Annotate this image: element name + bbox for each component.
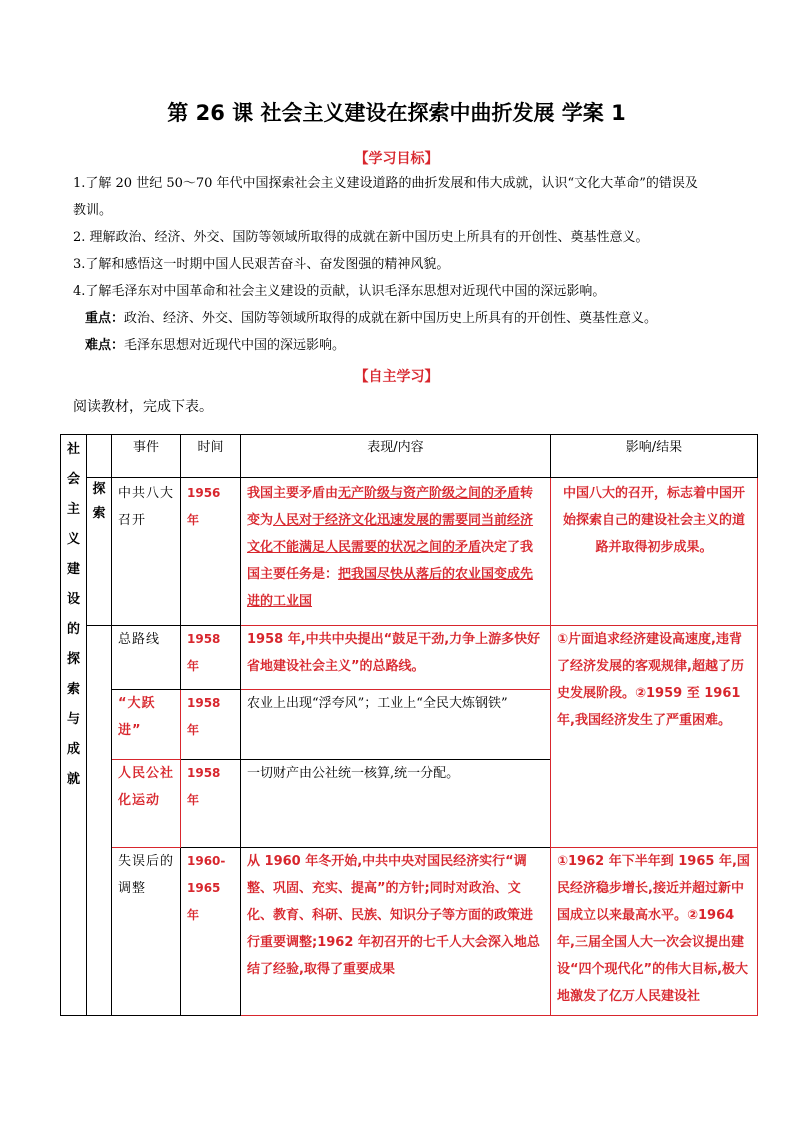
key-point-text: 政治、经济、外交、国防等领域所取得的成就在新中国历史上所具有的开创性、奠基性意义。 [124, 311, 658, 326]
result-cell: ①1962 年下半年到 1965 年,国民经济稳步增长,接近并超过新中国成立以来最高水平。②1964 年,三届全国人大一次会议提出建设“四个现代化”的伟大目标,极大地激发了亿万人民建设社 [551, 848, 758, 1016]
header-content: 表现/内容 [241, 435, 551, 478]
answer-blank: 把我国尽快从落后的农业国变成先进的工业国 [247, 567, 534, 609]
result-cell: 中国八大的召开，标志着中国开始探索自己的建设社会主义的道路并取得初步成果。 [551, 478, 758, 626]
time-cell: 1956 年 [181, 478, 241, 626]
key-point [85, 306, 745, 332]
content-cell: 1958 年,中共中央提出“鼓足干劲,力争上游多快好省地建设社会主义”的总路线。 [241, 626, 551, 690]
table-row [61, 626, 758, 690]
time-cell: 1960-1965 年 [181, 848, 241, 1016]
event-cell: 失误后的调整 [112, 848, 181, 1016]
event-cell: “大跃进” [112, 690, 181, 760]
header-blank [87, 435, 112, 478]
header-time: 时间 [181, 435, 241, 478]
inner-category-cell [87, 478, 112, 626]
table-row [61, 848, 758, 1016]
time-cell: 1958 年 [181, 690, 241, 760]
content-text: 我国主要矛盾由 [247, 486, 339, 501]
instruction-text: 阅读教材，完成下表。 [73, 399, 213, 415]
header-event: 事件 [112, 435, 181, 478]
page-title: 第 26 课 社会主义建设在探索中曲折发展 学案 1 [167, 101, 626, 125]
section-heading-self-study: 【自主学习】 [354, 369, 439, 385]
difficult-point [85, 333, 745, 359]
history-table [60, 434, 758, 1016]
time-cell: 1958 年 [181, 760, 241, 848]
time-cell: 1958 年 [181, 626, 241, 690]
event-cell: 总路线 [112, 626, 181, 690]
goal-line-1-cont: 教训。 [73, 203, 113, 218]
content-cell: 一切财产由公社统一核算,统一分配。 [241, 760, 551, 848]
answer-blank: 人民对于经济文化迅速发展的需要同当前经济文化不能满足人民需要的状况之间的矛盾 [247, 513, 534, 555]
inner-category-label: 探索 [92, 482, 106, 521]
table-header-row [61, 435, 758, 478]
key-point-label: 重点： [85, 311, 125, 326]
goal-line-1: 1.了解 20 世纪 50～70 年代中国探索社会主义建设道路的曲折发展和伟大成就，认识“文化大革命”的错误及 [73, 176, 698, 191]
inner-category-blank [87, 626, 112, 1016]
outer-category-label: 社会主义建设的探索与成就 [66, 442, 80, 787]
section-heading-goals: 【学习目标】 [354, 151, 439, 167]
outer-category-cell [61, 435, 87, 1016]
goal-line-4: 4.了解毛泽东对中国革命和社会主义建设的贡献，认识毛泽东思想对近现代中国的深远影响。 [73, 284, 606, 299]
content-cell [241, 478, 551, 626]
table-row [61, 478, 758, 626]
content-cell: 农业上出现“浮夸风”；工业上“全民大炼钢铁” [241, 690, 551, 760]
header-result: 影响/结果 [551, 435, 758, 478]
content-text: 转变为 [247, 486, 534, 528]
answer-blank: 无产阶级与资产阶级之间的矛盾 [338, 486, 521, 501]
difficult-point-text: 毛泽东思想对近现代中国的深远影响。 [124, 338, 346, 353]
event-cell: 中共八大召开 [112, 478, 181, 626]
content-text: 决定了我国主要任务是： [247, 540, 534, 582]
goal-line-2: 2. 理解政治、经济、外交、国防等领域所取得的成就在新中国历史上所具有的开创性、奠基性意义。 [73, 230, 649, 245]
content-cell: 从 1960 年冬开始,中共中央对国民经济实行“调整、巩固、充实、提高”的方针;同时对政治、文化、教育、科研、民族、知识分子等方面的政策进行重要调整;1962 年初召开的七千人大会深入地总结了经验,取得了重要成果 [241, 848, 551, 1016]
goal-line-3: 3.了解和感悟这一时期中国人民艰苦奋斗、奋发图强的精神风貌。 [73, 257, 450, 272]
difficult-point-label: 难点： [85, 338, 125, 353]
result-cell: ①片面追求经济建设高速度,违背了经济发展的客观规律,超越了历史发展阶段。②1959 至 1961 年,我国经济发生了严重困难。 [551, 626, 758, 848]
event-cell: 人民公社化运动 [112, 760, 181, 848]
